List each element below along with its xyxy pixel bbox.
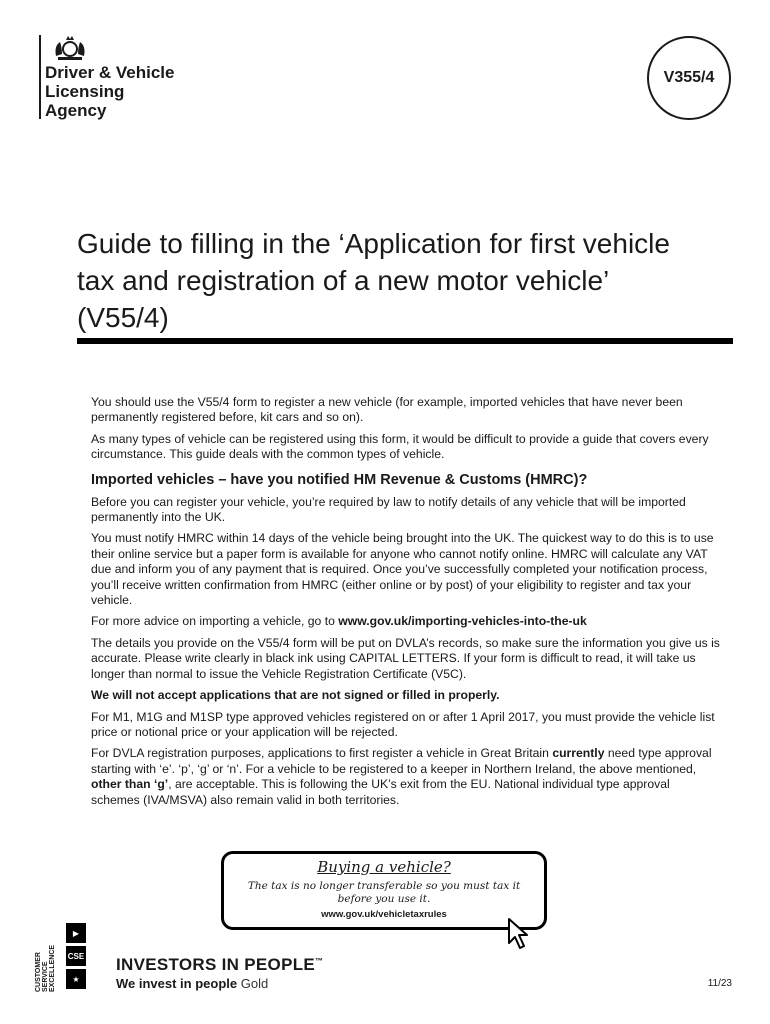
callout-link[interactable]: www.gov.uk/vehicletaxrules xyxy=(321,909,447,920)
paragraph-text: For DVLA registration purposes, applications to first register a vehicle in Great Britain xyxy=(91,746,553,761)
buying-vehicle-callout xyxy=(221,851,547,930)
agency-logo-text xyxy=(45,63,174,120)
cse-badge: CSE xyxy=(66,946,86,966)
iip-title: INVESTORS IN PEOPLE xyxy=(116,955,316,974)
emphasis-text: other than ‘g’ xyxy=(91,777,169,792)
callout-message: The tax is no longer transferable so you must tax it before you use it. xyxy=(247,880,521,905)
document-date: 11/23 xyxy=(707,978,732,989)
page-title: Guide to filling in the ‘Application for first vehicle tax and registration of a new motor vehicle’ (V55/4) xyxy=(77,228,670,333)
cse-line: CUSTOMER xyxy=(35,952,42,992)
form-code: V355/4 xyxy=(663,69,715,86)
paragraph: Before you can register your vehicle, you’re required by law to notify details of any vehicle that will be imported permanently into the UK. xyxy=(91,494,686,525)
paragraph-text: For more advice on importing a vehicle, go to xyxy=(91,614,339,629)
title-divider xyxy=(77,338,733,344)
paragraph-text: , are acceptable. This is following the UK’s exit from the EU. National individual type approval schemes (IVA/MSVA) also remain valid in both territories. xyxy=(91,777,670,807)
form-code-badge xyxy=(647,36,731,120)
paragraph: You must notify HMRC within 14 days of the vehicle being brought into the UK. The quickest way to do this is to use their online service but a paper form is available for anyone who cannot notify online. HMRC will calculate any VAT due and inform you of any payment that is required. Once you’ve successfully completed your notification process, you’ll receive written confirmation from HMRC (either online or by post) of your eligibility to register and tax your vehicle. xyxy=(91,531,714,608)
cse-line: EXCELLENCE xyxy=(49,944,56,992)
section-heading: Imported vehicles – have you notified HM Revenue & Customs (HMRC)? xyxy=(91,471,588,488)
paragraph: The details you provide on the V55/4 form will be put on DVLA’s records, so make sure the information you give us is accurate. Please write clearly in black ink using CAPITAL LETTERS. If your form is difficult to read, it will take us longer than normal to issue the Vehicle Registration Certificate (V5C). xyxy=(91,635,720,681)
play-icon: ▶ xyxy=(66,923,86,943)
agency-line: Agency xyxy=(45,101,107,120)
agency-line: Driver & Vehicle xyxy=(45,63,175,82)
cse-line: SERVICE xyxy=(42,961,49,992)
star-icon: ★ xyxy=(66,969,86,989)
intro-paragraph: You should use the V55/4 form to register a new vehicle (for example, imported vehicles that have never been permanently registered before, kit cars and so on). xyxy=(91,395,683,425)
iip-subtitle xyxy=(116,976,268,991)
intro-paragraph: As many types of vehicle can be registered using this form, it would be difficult to provide a guide that covers every circumstance. This guide deals with the common types of vehicle. xyxy=(91,431,709,462)
paragraph-text: need type approval starting with ‘e’. ‘p’, ‘g’ or ‘n’. For a vehicle to be registered to a keeper in Northern Ireland, the above mentioned, xyxy=(91,746,712,776)
pointer-cursor-icon xyxy=(506,917,532,953)
warning-text: We will not accept applications that are not signed or filled in properly. xyxy=(91,688,500,703)
trademark-mark: ™ xyxy=(315,956,324,966)
logo-divider xyxy=(39,35,41,119)
cse-logo-text xyxy=(35,945,56,992)
cse-logo xyxy=(66,923,88,992)
agency-line: Licensing xyxy=(45,82,125,101)
paragraph xyxy=(91,614,721,629)
emphasis-text: currently xyxy=(552,746,605,761)
paragraph xyxy=(91,746,721,808)
callout-heading: Buying a vehicle? xyxy=(317,858,451,876)
paragraph: For M1, M1G and M1SP type approved vehicles registered on or after 1 April 2017, you must provide the vehicle list price or notional price or your application will be rejected. xyxy=(91,709,715,739)
warning-paragraph xyxy=(91,688,721,703)
iip-level: Gold xyxy=(240,976,269,991)
investors-in-people-logo xyxy=(116,955,323,975)
body-text xyxy=(91,395,721,814)
royal-crest-icon xyxy=(50,34,90,62)
iip-tagline: We invest in people xyxy=(116,976,238,991)
importing-link[interactable]: www.gov.uk/importing-vehicles-into-the-uk xyxy=(338,614,587,629)
